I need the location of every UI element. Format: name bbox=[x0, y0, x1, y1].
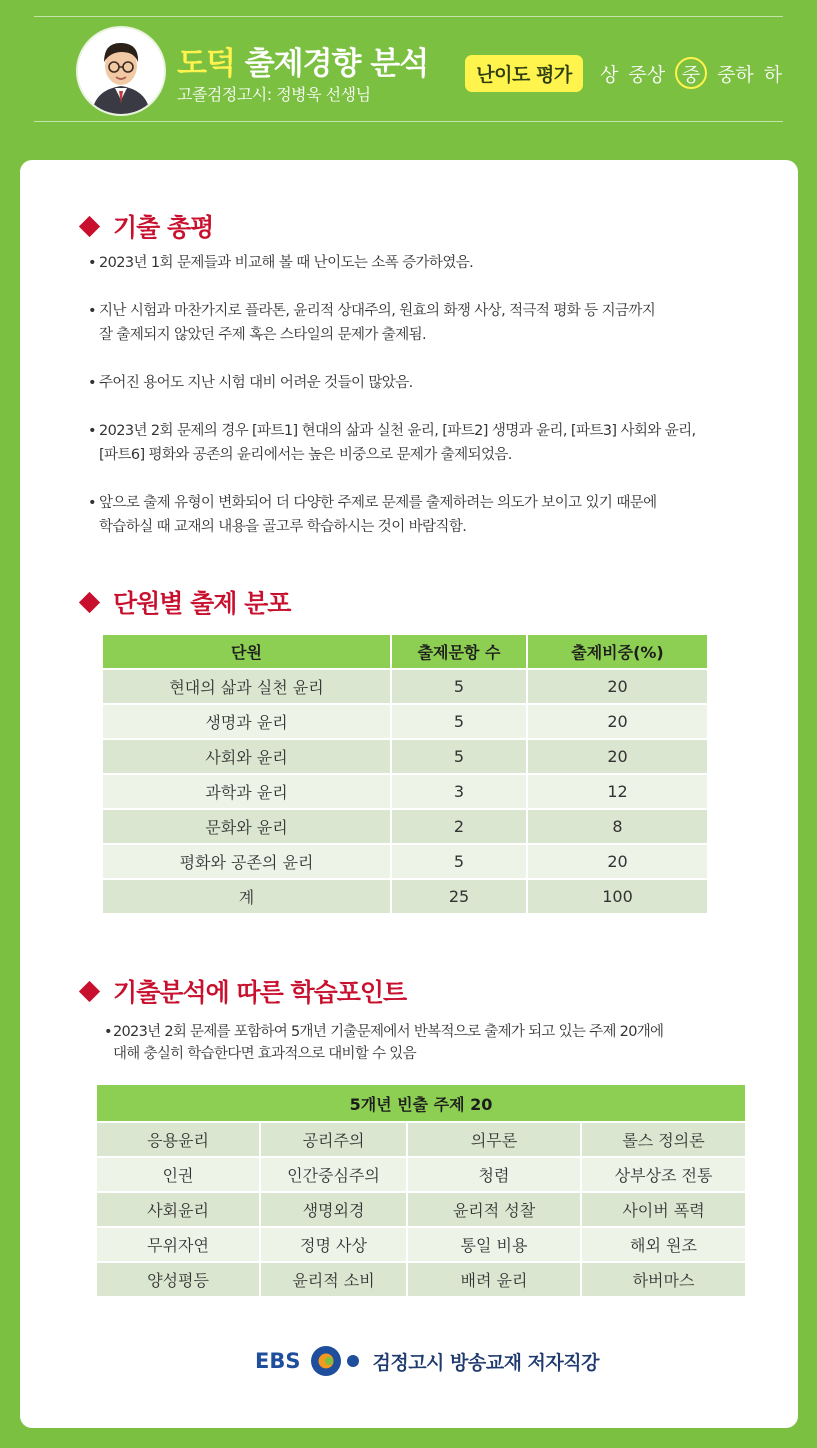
distribution-title-text: 단원별 출제 분포 bbox=[113, 589, 291, 618]
topic-cell: 윤리적 성찰 bbox=[408, 1193, 580, 1226]
section-title-points bbox=[78, 973, 406, 1009]
review-bullet-line: 2023년 1회 문제들과 비교해 볼 때 난이도는 소폭 증가하였음. bbox=[99, 255, 474, 271]
table-cell: 평화와 공존의 윤리 bbox=[103, 845, 390, 878]
topic-cell: 청렴 bbox=[408, 1158, 580, 1191]
table-cell: 과학과 윤리 bbox=[103, 775, 390, 808]
topic-cell: 해외 원조 bbox=[582, 1228, 745, 1261]
table-cell: 2 bbox=[392, 810, 526, 843]
difficulty-level: 중 bbox=[675, 57, 707, 89]
table-row bbox=[97, 1263, 745, 1296]
table-row bbox=[103, 845, 707, 878]
table-cell: 생명과 윤리 bbox=[103, 705, 390, 738]
difficulty-level: 하 bbox=[763, 63, 783, 86]
topic-cell: 양성평등 bbox=[97, 1263, 259, 1296]
table-cell: 문화와 윤리 bbox=[103, 810, 390, 843]
topic-cell: 인간중심주의 bbox=[261, 1158, 406, 1191]
footer-text: 검정고시 방송교재 저자직강 bbox=[372, 1351, 599, 1374]
table-cell: 5 bbox=[392, 845, 526, 878]
review-bullet bbox=[88, 299, 778, 347]
table-row bbox=[103, 810, 707, 843]
topic-cell: 응용윤리 bbox=[97, 1123, 259, 1156]
topic-cell: 윤리적 소비 bbox=[261, 1263, 406, 1296]
topic-cell: 사이버 폭력 bbox=[582, 1193, 745, 1226]
header-line-bottom bbox=[34, 121, 783, 122]
diamond-icon bbox=[79, 591, 100, 612]
section-title-review bbox=[78, 208, 213, 244]
topic-cell: 통일 비용 bbox=[408, 1228, 580, 1261]
footer bbox=[255, 1344, 599, 1378]
review-bullet-line: 지난 시험과 마찬가지로 플라톤, 윤리적 상대주의, 원효의 화쟁 사상, 적극적 평화 등 지금까지 bbox=[99, 303, 656, 319]
topic-cell: 상부상조 전통 bbox=[582, 1158, 745, 1191]
topic-cell: 정명 사상 bbox=[261, 1228, 406, 1261]
review-bullet bbox=[88, 491, 778, 539]
table-row bbox=[103, 705, 707, 738]
review-bullet-line: 2023년 2회 문제의 경우 [파트1] 현대의 삶과 실천 윤리, [파트2] 생명과 윤리, [파트3] 사회와 윤리, bbox=[99, 423, 696, 439]
table-cell: 5 bbox=[392, 740, 526, 773]
topics-table bbox=[95, 1083, 747, 1298]
table-row bbox=[97, 1158, 745, 1191]
review-bullet-line: 잘 출제되지 않았던 주제 혹은 스타일의 문제가 출제됨. bbox=[99, 327, 427, 343]
table-header-ratio: 출제비중(%) bbox=[528, 635, 707, 668]
ebs-brand: EBS bbox=[255, 1349, 301, 1373]
topics-table-title: 5개년 빈출 주제 20 bbox=[97, 1085, 745, 1121]
review-bullet-line: [파트6] 평화와 공존의 윤리에서는 높은 비중으로 문제가 출제되었음. bbox=[99, 447, 512, 463]
distribution-table bbox=[101, 633, 709, 915]
points-note-line: 2023년 2회 문제를 포함하여 5개년 기출문제에서 반복적으로 출제가 되고 있는 주제 20개에 bbox=[113, 1024, 664, 1040]
diamond-icon bbox=[79, 980, 100, 1001]
topic-cell: 롤스 정의론 bbox=[582, 1123, 745, 1156]
page-title bbox=[177, 38, 428, 83]
review-bullet-line: 학습하실 때 교재의 내용을 골고루 학습하시는 것이 바람직함. bbox=[99, 519, 467, 535]
content-card bbox=[20, 160, 798, 1428]
table-cell: 계 bbox=[103, 880, 390, 913]
review-bullet-line: 주어진 용어도 지난 시험 대비 어려운 것들이 많았음. bbox=[99, 375, 413, 391]
table-row bbox=[97, 1193, 745, 1226]
table-cell: 사회와 윤리 bbox=[103, 740, 390, 773]
points-note-line: 대해 충실히 학습한다면 효과적으로 대비할 수 있음 bbox=[113, 1046, 416, 1062]
header-line-top bbox=[34, 16, 783, 17]
difficulty-level: 상 bbox=[600, 63, 619, 86]
page-subtitle: 고졸검정고시: 정병욱 선생님 bbox=[177, 85, 371, 104]
table-cell: 3 bbox=[392, 775, 526, 808]
table-cell: 8 bbox=[528, 810, 707, 843]
title-accent: 도덕 bbox=[177, 46, 235, 82]
table-cell: 20 bbox=[528, 845, 707, 878]
table-cell: 현대의 삶과 실천 윤리 bbox=[103, 670, 390, 703]
review-bullet bbox=[88, 251, 778, 275]
teacher-avatar bbox=[76, 26, 166, 116]
topic-cell: 인권 bbox=[97, 1158, 259, 1191]
difficulty-badge: 난이도 평가 bbox=[465, 55, 583, 92]
topic-cell: 공리주의 bbox=[261, 1123, 406, 1156]
table-row bbox=[97, 1228, 745, 1261]
table-cell: 5 bbox=[392, 670, 526, 703]
table-cell: 20 bbox=[528, 670, 707, 703]
ebs-logo-icon bbox=[310, 1344, 362, 1378]
table-row bbox=[103, 880, 707, 913]
difficulty-levels bbox=[600, 56, 782, 90]
review-bullets bbox=[88, 251, 778, 563]
title-rest: 출제경향 분석 bbox=[244, 46, 429, 82]
table-cell: 20 bbox=[528, 740, 707, 773]
difficulty-level: 중상 bbox=[628, 63, 666, 86]
topic-cell: 생명외경 bbox=[261, 1193, 406, 1226]
review-bullet bbox=[88, 419, 778, 467]
table-cell: 100 bbox=[528, 880, 707, 913]
topic-cell: 무위자연 bbox=[97, 1228, 259, 1261]
points-title-text: 기출분석에 따른 학습포인트 bbox=[113, 978, 407, 1007]
table-header-unit: 단원 bbox=[103, 635, 390, 668]
section-title-distribution bbox=[78, 584, 290, 620]
review-title-text: 기출 총평 bbox=[113, 213, 214, 242]
points-note bbox=[104, 1021, 753, 1065]
topic-cell: 의무론 bbox=[408, 1123, 580, 1156]
topic-cell: 하버마스 bbox=[582, 1263, 745, 1296]
diamond-icon bbox=[79, 215, 100, 236]
table-row bbox=[103, 670, 707, 703]
topic-cell: 배려 윤리 bbox=[408, 1263, 580, 1296]
table-row bbox=[103, 740, 707, 773]
table-cell: 5 bbox=[392, 705, 526, 738]
teacher-portrait-icon bbox=[78, 28, 164, 114]
table-header-count: 출제문항 수 bbox=[392, 635, 526, 668]
table-cell: 25 bbox=[392, 880, 526, 913]
table-row bbox=[103, 775, 707, 808]
difficulty-level: 중하 bbox=[717, 63, 754, 86]
review-bullet-line: 앞으로 출제 유형이 변화되어 더 다양한 주제로 문제를 출제하려는 의도가 보이고 있기 때문에 bbox=[99, 495, 657, 511]
review-bullet bbox=[88, 371, 778, 395]
table-cell: 20 bbox=[528, 705, 707, 738]
topic-cell: 사회윤리 bbox=[97, 1193, 259, 1226]
table-row bbox=[97, 1123, 745, 1156]
table-cell: 12 bbox=[528, 775, 707, 808]
